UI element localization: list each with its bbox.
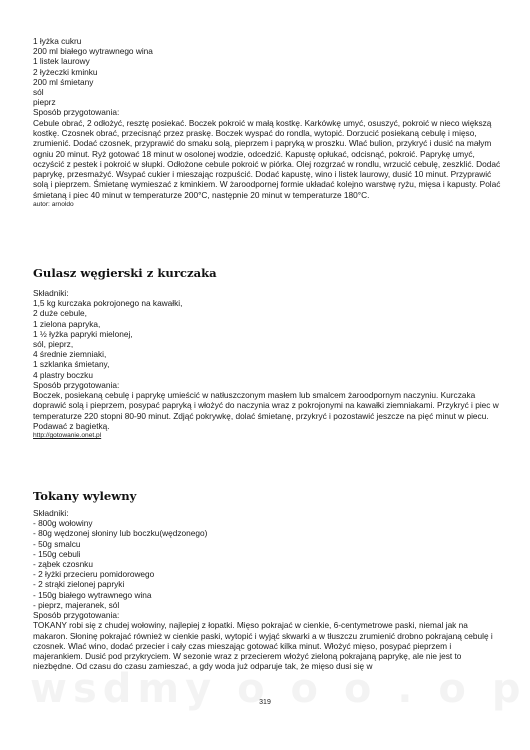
ingredient: 4 średnie ziemniaki, [33,349,107,360]
ingredient: pieprz [33,97,56,108]
author-credit: autor: arnoldo [33,201,74,208]
ingredient: - 2 strąki zielonej papryki [33,579,125,590]
ingredient: - 150g cebuli [33,548,81,559]
ingredients-label: Składniki: [33,508,69,518]
ingredient: - 50g smalcu [33,538,81,549]
ingredient: 1,5 kg kurczaka pokrojonego na kawałki, [33,298,183,309]
ingredient: 1 ½ łyżka papryki mielonej, [33,328,133,339]
ingredient: sól [33,87,44,98]
method-label: Sposób przygotowania: [33,379,120,390]
ingredient: - 800g wołowiny [33,518,93,529]
ingredient: - 2 łyżki przecieru pomidorowego [33,569,155,580]
source-link[interactable]: http://gotowanie.onet.pl [33,432,102,440]
method-label: Sposób przygotowania: [33,610,120,621]
method-text: Boczek, posiekaną cebulę i paprykę umieścić w natłuszczonym masłem lub smalcem żaroodpornym naczyniu. Kurczaka doprawić solą i pieprzem, posypać papryką i włożyć do naczynia wraz z pokrojonymi na kawałki ziemniakami. Przykryć i piec w temperaturze 220 stopni 80-90 minut. Zdjąć pokrywkę, dolać śmietanę, przykryć i pozostawić jeszcze na pięć minut w piecu. Podawać z bagietką. [33,390,499,431]
ingredient: - 150g białego wytrawnego wina [33,589,152,600]
method-text: Cebule obrać, 2 odłożyć, resztę posiekać. Boczek pokroić w małą kostkę. Karkówkę umyć, osuszyć, pokroić w nieco większą kostkę. Czosnek obrać, przecisnąć przez praskę. Boczek wyspać do rondla, wytopić. Dorzucić posiekaną cebulę i mięso, zrumienić. Dodać czosnek, przyprawić do smaku solą, pieprzem i papryką w proszku. Wlać bulion, przykryć i dusić na małym ogniu 20 minut. Ryż gotować 18 minut w osolonej wodzie, odcedzić. Kapustę opłukać, odcisnąć, pokroić. Paprykę umyć, oczyścić z pestek i pokroić w słupki. Odłożone cebule pokroić w piórka. Olej rozgrzać w rondlu, wrzucić cebulę, zeszklić. Dodać paprykę, przesmażyć. Wsypać cukier i mieszając rozpuścić. Dodać kapustę, wino i listek laurowy, dusić 10 minut. Przyprawić solą i pieprzem. Śmietanę wymieszać z kminkiem. W żaroodpornej formie układać kolejno warstwę ryżu, mięsa i kapusty. Polać śmietaną i piec 40 minut w temperaturze 200°C, następnie 20 minut w temperaturze 180°C. [33,117,501,200]
ingredient: 1 zielona papryka, [33,318,101,329]
ingredient: 200 ml białego wytrawnego wina [33,46,153,57]
ingredient: sól, pieprz, [33,339,74,350]
method-text: TOKANY robi się z chudej wołowiny, najlepiej z łopatki. Mięso pokrajać w cienkie, 6-centymetrowe paski, niemal jak na makaron. Słoninę pokrajać również w cienkie paski, wytopić i wyjąć skwarki a w tłuszczu zrumienić drobno pokrajaną cebulę i czosnek. Wlać wino, dodać przecier i cały czas mieszając gotować kilka minut. Włożyć mięso, posypać pieprzem i majerankiem. Dusić pod przykryciem. W sezonie wraz z przecierem włożyć zieloną pokrajaną paprykę, ale nie jest to niezbędne. Od czasu do czasu zamieszać, a gdy woda już odparuje tak, że mięso dusi się w [33,620,493,672]
ingredient: 2 łyżeczki kminku [33,66,98,77]
recipe3-section [33,489,503,672]
ingredients-label: Składniki: [33,288,69,298]
ingredient: 4 plastry boczku [33,369,93,380]
method-label: Sposób przygotowania: [33,107,120,118]
recipe1-ingredient-list [33,36,503,209]
ingredient: - 80g wędzonej słoniny lub boczku(wędzonego) [33,528,208,539]
ingredient: 1 szklanka śmietany, [33,359,110,370]
ingredient: 2 duże cebule, [33,308,87,319]
ingredient: 200 ml śmietany [33,76,94,87]
page-number: 319 [259,699,271,706]
recipe-title: Tokany wylewny [33,489,137,503]
recipe2-section [33,266,503,440]
ingredient: 1 listek laurowy [33,56,90,67]
ingredient: 1 łyżka cukru [33,36,82,46]
ingredient: - ząbek czosnku [33,559,93,570]
recipe-title: Gulasz węgierski z kurczaka [33,266,217,280]
ingredient: - pieprz, majeranek, sól [33,599,120,610]
